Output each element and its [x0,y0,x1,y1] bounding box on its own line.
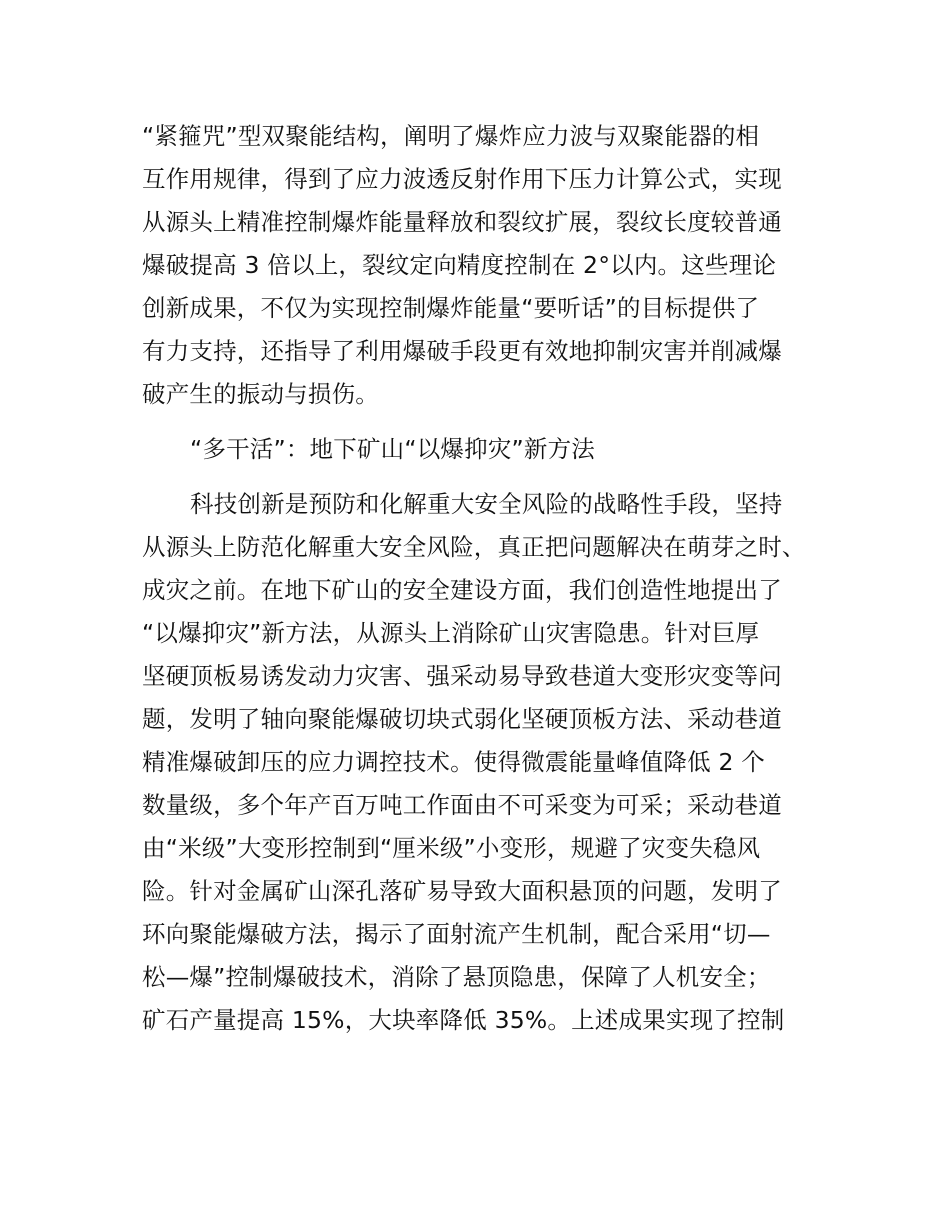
paragraph-1-line-6: 有力支持，还指导了利用爆破手段更有效地抑制灾害并削减爆 [142,337,782,365]
paragraph-2-line-1: 科技创新是预防和化解重大安全风险的战略性手段，坚持 [190,490,783,518]
paragraph-2-line-10: 险。针对金属矿山深孔落矿易导致大面积悬顶的问题，发明了 [142,877,782,905]
paragraph-2-line-4: “以爆抑灾”新方法，从源头上消除矿山灾害隐患。针对巨厚 [142,619,760,647]
paragraph-2-line-9: 由“米级”大变形控制到“厘米级”小变形，规避了灾变失稳风 [142,834,761,862]
section-heading: “多干活”：地下矿山“以爆抑灾”新方法 [190,435,595,463]
paragraph-1-line-2: 互作用规律，得到了应力波透反射作用下压力计算公式，实现 [142,165,782,193]
paragraph-1-line-5: 创新成果，不仅为实现控制爆炸能量“要听话”的目标提供了 [142,294,760,322]
paragraph-2-line-13: 矿石产量提高 15%，大块率降低 35%。上述成果实现了控制 [142,1006,785,1034]
paragraph-2-line-8: 数量级，多个年产百万吨工作面由不可采变为可采；采动巷道 [142,791,782,819]
paragraph-2-line-3: 成灾之前。在地下矿山的安全建设方面，我们创造性地提出了 [142,576,782,604]
paragraph-1-line-3: 从源头上精准控制爆炸能量释放和裂纹扩展，裂纹长度较普通 [142,208,782,236]
paragraph-1-line-1: “紧箍咒”型双聚能结构，阐明了爆炸应力波与双聚能器的相 [142,122,760,150]
paragraph-2-line-2: 从源头上防范化解重大安全风险，真正把问题解决在萌芽之时、 [142,533,806,561]
paragraph-2-line-12: 松—爆”控制爆破技术，消除了悬顶隐患，保障了人机安全； [142,963,771,991]
paragraph-1-line-7: 破产生的振动与损伤。 [142,380,379,408]
paragraph-2-line-11: 环向聚能爆破方法，揭示了面射流产生机制，配合采用“切— [142,920,771,948]
paragraph-2-line-5: 坚硬顶板易诱发动力灾害、强采动易导致巷道大变形灾变等问 [142,662,782,690]
paragraph-1-line-4: 爆破提高 3 倍以上，裂纹定向精度控制在 2°以内。这些理论 [142,251,777,279]
paragraph-2-line-7: 精准爆破卸压的应力调控技术。使得微震能量峰值降低 2 个 [142,748,765,776]
paragraph-2-line-6: 题，发明了轴向聚能爆破切块式弱化坚硬顶板方法、采动巷道 [142,705,782,733]
